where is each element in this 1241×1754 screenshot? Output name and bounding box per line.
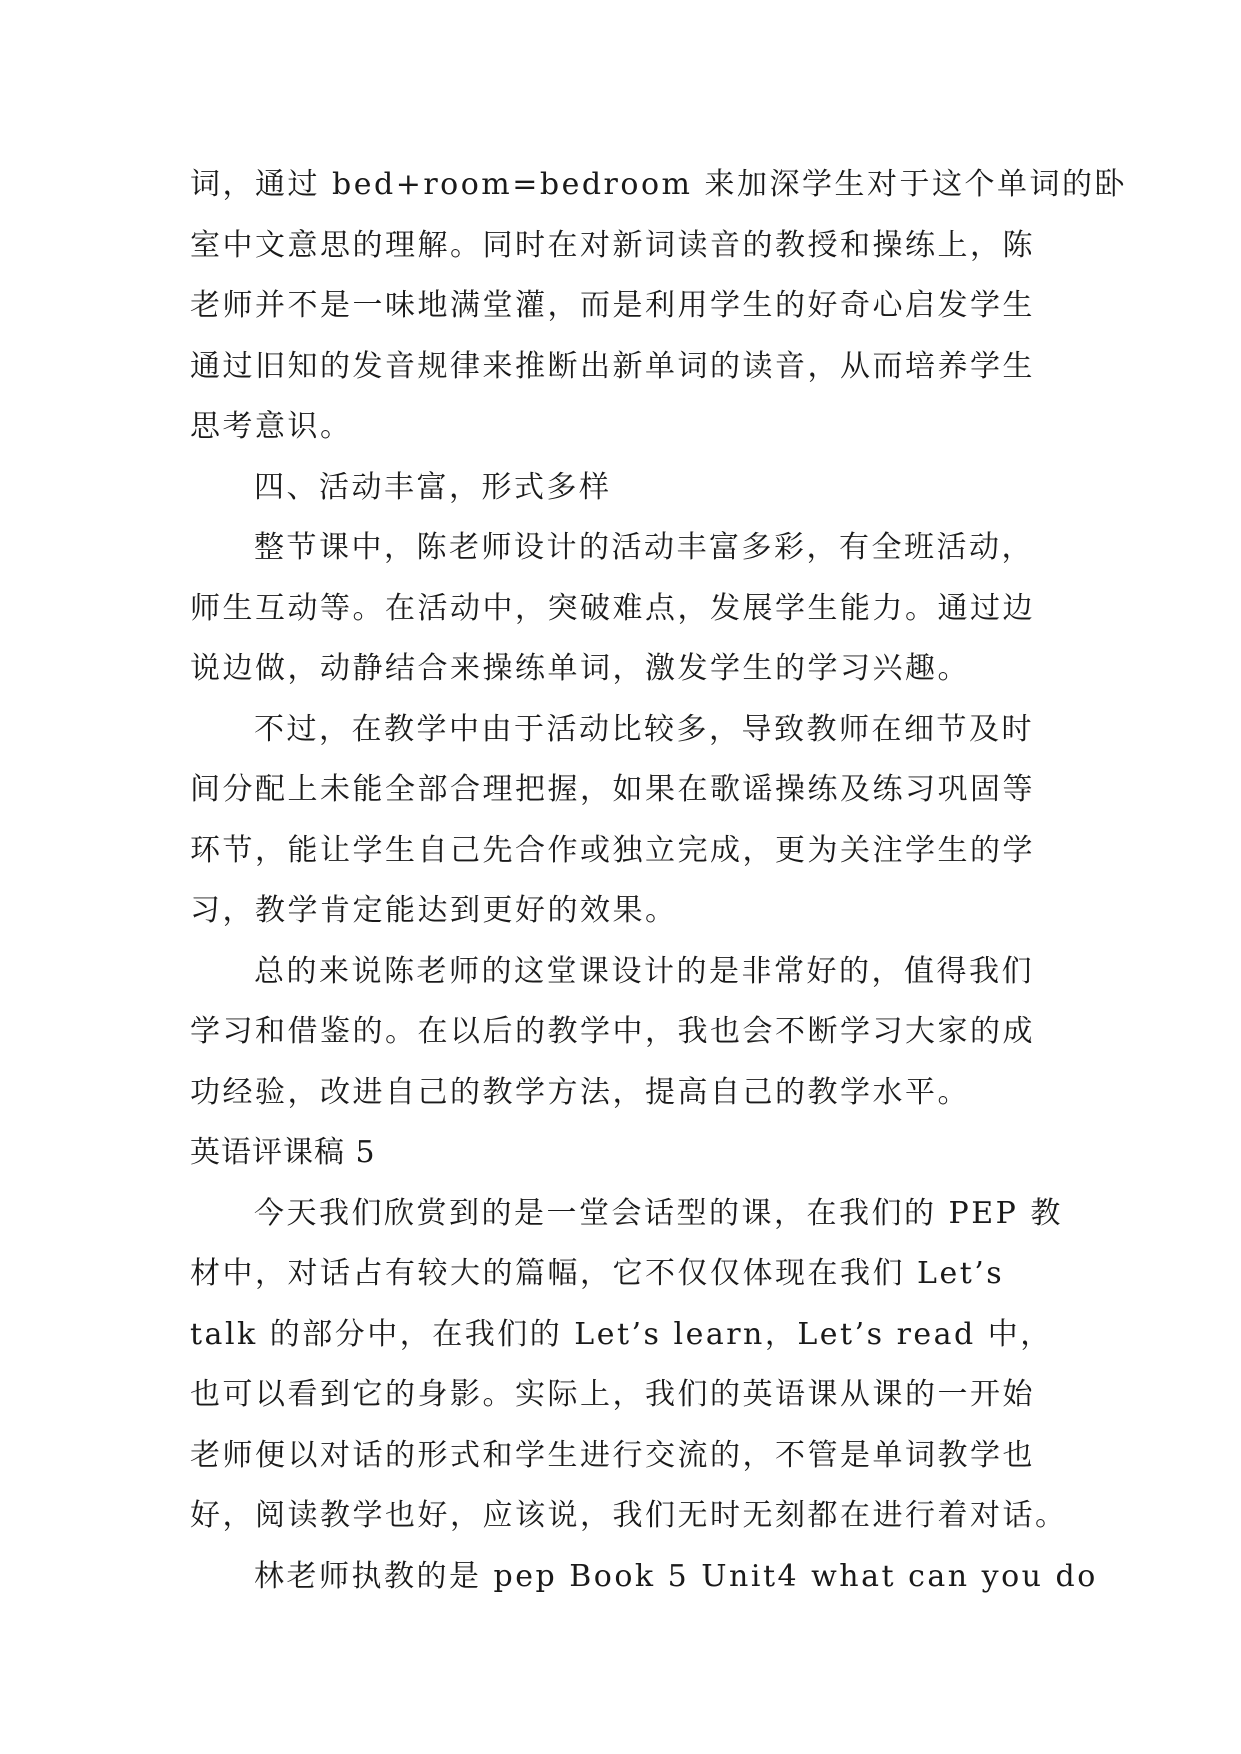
- paragraph-line: 环节，能让学生自己先合作或独立完成，更为关注学生的学: [190, 832, 1035, 868]
- paragraph-line: 总的来说陈老师的这堂课设计的是非常好的，值得我们: [254, 953, 1034, 989]
- paragraph-line: 说边做，动静结合来操练单词，激发学生的学习兴趣。: [190, 651, 970, 686]
- paragraph-line: 习，教学肯定能达到更好的效果。: [190, 893, 678, 928]
- section-heading: 四、活动丰富，形式多样: [254, 469, 612, 505]
- paragraph-line: 室中文意思的理解。同时在对新词读音的教授和操练上，陈: [190, 227, 1035, 263]
- paragraph-line: 不过，在教学中由于活动比较多，导致教师在细节及时: [254, 711, 1034, 747]
- paragraph-line: 学习和借鉴的。在以后的教学中，我也会不断学习大家的成: [190, 1014, 1035, 1049]
- paragraph-line: 也可以看到它的身影。实际上，我们的英语课从课的一开始: [190, 1377, 1035, 1412]
- paragraph-line: 思考意识。: [190, 409, 353, 444]
- paragraph-line: 间分配上未能全部合理把握，如果在歌谣操练及练习巩固等: [190, 772, 1035, 807]
- body-text: [190, 155, 1127, 1607]
- paragraph-line: 词，通过 bed+room=bedroom 来加深学生对于这个单词的卧: [190, 167, 1127, 202]
- paragraph-line: 功经验，改进自己的教学方法，提高自己的教学水平。: [190, 1074, 970, 1110]
- paragraph-line: 整节课中，陈老师设计的活动丰富多彩，有全班活动，: [254, 530, 1034, 565]
- paragraph-line: 好，阅读教学也好，应该说，我们无时无刻都在进行着对话。: [190, 1498, 1068, 1533]
- paragraph-line: 师生互动等。在活动中，突破难点，发展学生能力。通过边: [190, 590, 1035, 626]
- paragraph-line: 通过旧知的发音规律来推断出新单词的读音，从而培养学生: [190, 348, 1035, 384]
- paragraph-line: 今天我们欣赏到的是一堂会话型的课，在我们的 PEP 教: [254, 1195, 1063, 1231]
- paragraph-line: 老师便以对话的形式和学生进行交流的，不管是单词教学也: [190, 1437, 1035, 1473]
- paragraph-line: talk 的部分中，在我们的 Let’s learn，Let’s read 中，: [190, 1316, 1053, 1352]
- paragraph-line: 材中，对话占有较大的篇幅，它不仅仅体现在我们 Let’s: [190, 1256, 1005, 1291]
- section-title: 英语评课稿 5: [190, 1135, 376, 1170]
- paragraph-line: 林老师执教的是 pep Book 5 Unit4 what can you do: [254, 1558, 1098, 1594]
- paragraph-line: 老师并不是一味地满堂灌，而是利用学生的好奇心启发学生: [190, 288, 1035, 323]
